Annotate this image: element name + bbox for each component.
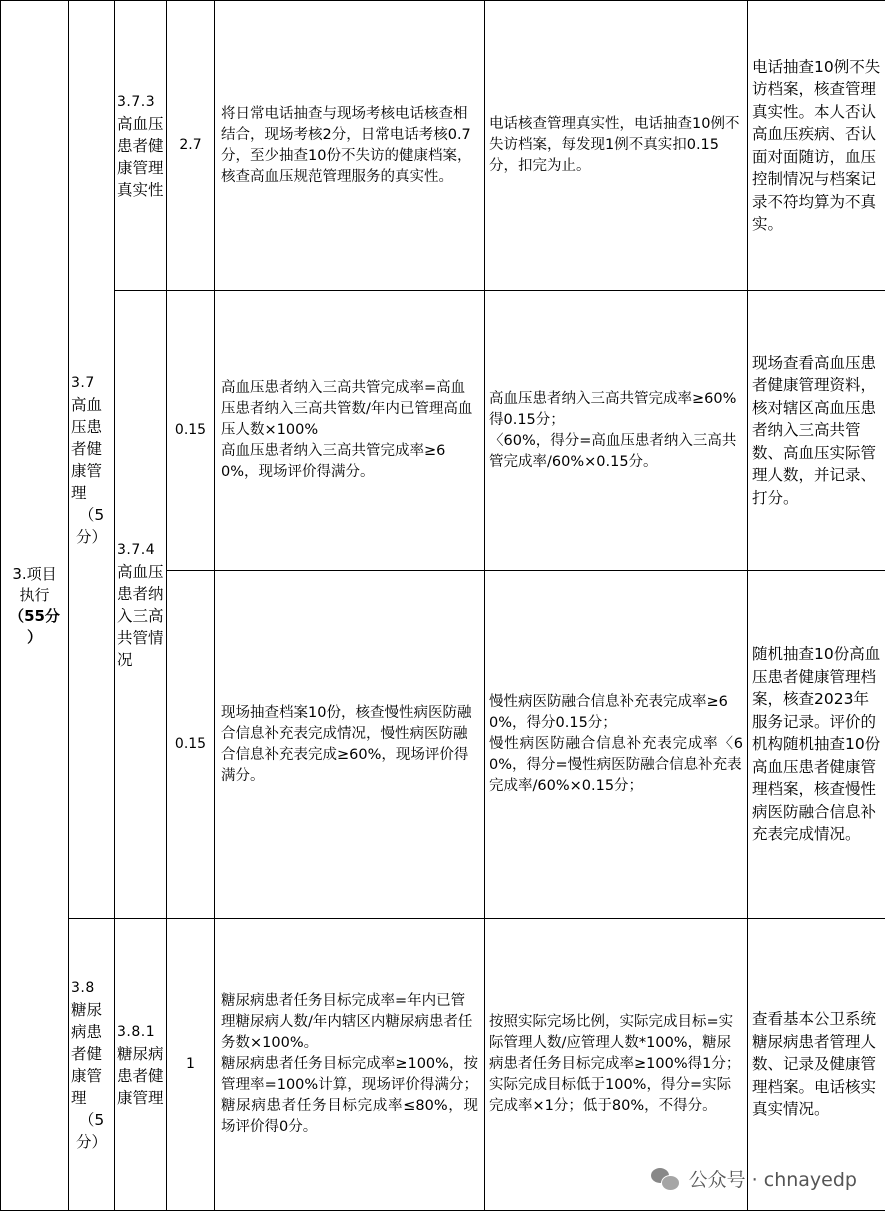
criteria-cell: 按照实际完场比例，实际完成目标=实际管理人数/应管理人数*100%，糖尿病患者任务目标完成率≥100%得1分；实际完成目标低于100%，得分=实际完成率×1分；低于80%，不得分。 (485, 919, 748, 1211)
method-cell: 现场查看高血压患者健康管理资料，核对辖区高血压患者纳入三高共管数、高血压实际管理人数，并记录、打分。 (748, 291, 885, 571)
item-code: 3.7.4 (117, 539, 164, 561)
section-cell (1, 1, 69, 1211)
section-line-3: （55分 (3, 606, 66, 627)
content-cell: 现场抽查档案10份，核查慢性病医防融合信息补充表完成情况，慢性病医防融合信息补充表完成≥60%，现场评价得满分。 (215, 571, 485, 919)
group-score: （5分） (71, 504, 112, 548)
criteria-part-a: 慢性病医防融合信息补充表完成率≥60%，得分0.15分； (489, 692, 743, 734)
content-cell (215, 919, 485, 1211)
item-code: 3.7.3 (117, 91, 164, 113)
group-title: 糖尿病患者健康管理 (71, 1001, 102, 1107)
method-cell: 查看基本公卫系统糖尿病患者管理人数、记录及健康管理档案。电话核实真实情况。 (748, 919, 885, 1211)
criteria-cell (485, 571, 748, 919)
criteria-part-c: 完成率/60%×0.15分； (489, 776, 743, 797)
item-title: 高血压患者纳入三高共管情况 (117, 563, 164, 669)
content-cell: 将日常电话抽查与现场考核电话核查相结合，现场考核2分，日常电话考核0.7分，至少抽查10份不失访的健康档案，核查高血压规范管理服务的真实性。 (215, 1, 485, 291)
weight-cell: 0.15 (167, 571, 215, 919)
table-row (1, 291, 885, 571)
watermark (651, 1165, 857, 1192)
group-code: 3.7 (71, 372, 112, 394)
content-part-b: 糖尿病患者任务目标完成率≥100%，按管理率=100%计算，现场评价得满分；糖尿病患者任务目标完成率≤80%，现场评价得0分。 (221, 1054, 478, 1138)
weight-cell: 1 (167, 919, 215, 1211)
item-title: 高血压患者健康管理真实性 (117, 115, 164, 199)
method-cell: 随机抽查10份高血压患者健康管理档案，核查2023年服务记录。评价的机构随机抽查10份高血压患者健康管理档案，核查慢性病医防融合信息补充表完成情况。 (748, 571, 885, 919)
content-cell: 高血压患者纳入三高共管完成率=高血压患者纳入三高共管数/年内已管理高血压人数×100% 高血压患者纳入三高共管完成率≥60%，现场评价得满分。 (215, 291, 485, 571)
section-line-2: 执行 (3, 585, 66, 606)
wechat-icon (651, 1166, 681, 1192)
item-title: 糖尿病患者健康管理 (117, 1045, 164, 1107)
item-cell-3-7-4 (115, 291, 167, 919)
criteria-cell: 高血压患者纳入三高共管完成率≥60%得0.15分； 〈60%，得分=高血压患者纳入三高共管完成率/60%×0.15分。 (485, 291, 748, 571)
group-title: 高血压患者健康管理 (71, 396, 102, 502)
item-code: 3.8.1 (117, 1021, 164, 1043)
group-cell-3-7 (69, 1, 115, 919)
criteria-cell: 电话核查管理真实性，电话抽查10例不失访档案，每发现1例不真实扣0.15分，扣完为止。 (485, 1, 748, 291)
item-cell-3-7-3 (115, 1, 167, 291)
group-score: （5分） (71, 1109, 112, 1153)
group-code: 3.8 (71, 977, 112, 999)
section-line-4: ） (3, 627, 66, 648)
section-line-1: 3.项目 (3, 564, 66, 585)
weight-cell: 0.15 (167, 291, 215, 571)
criteria-part-b: 慢性病医防融合信息补充表完成率〈60%，得分=慢性病医防融合信息补充表 (489, 734, 743, 776)
content-part-a: 糖尿病患者任务目标完成率=年内已管理糖尿病人数/年内辖区内糖尿病患者任务数×100%。 (221, 991, 478, 1054)
table-row (1, 1, 885, 291)
group-cell-3-8 (69, 919, 115, 1211)
item-cell-3-8-1 (115, 919, 167, 1211)
watermark-text: 公众号 · chnayedp (689, 1165, 857, 1192)
method-cell: 电话抽查10例不失访档案，核查管理真实性。本人否认高血压疾病、否认面对面随访，血压控制情况与档案记录不符均算为不真实。 (748, 1, 885, 291)
weight-cell: 2.7 (167, 1, 215, 291)
